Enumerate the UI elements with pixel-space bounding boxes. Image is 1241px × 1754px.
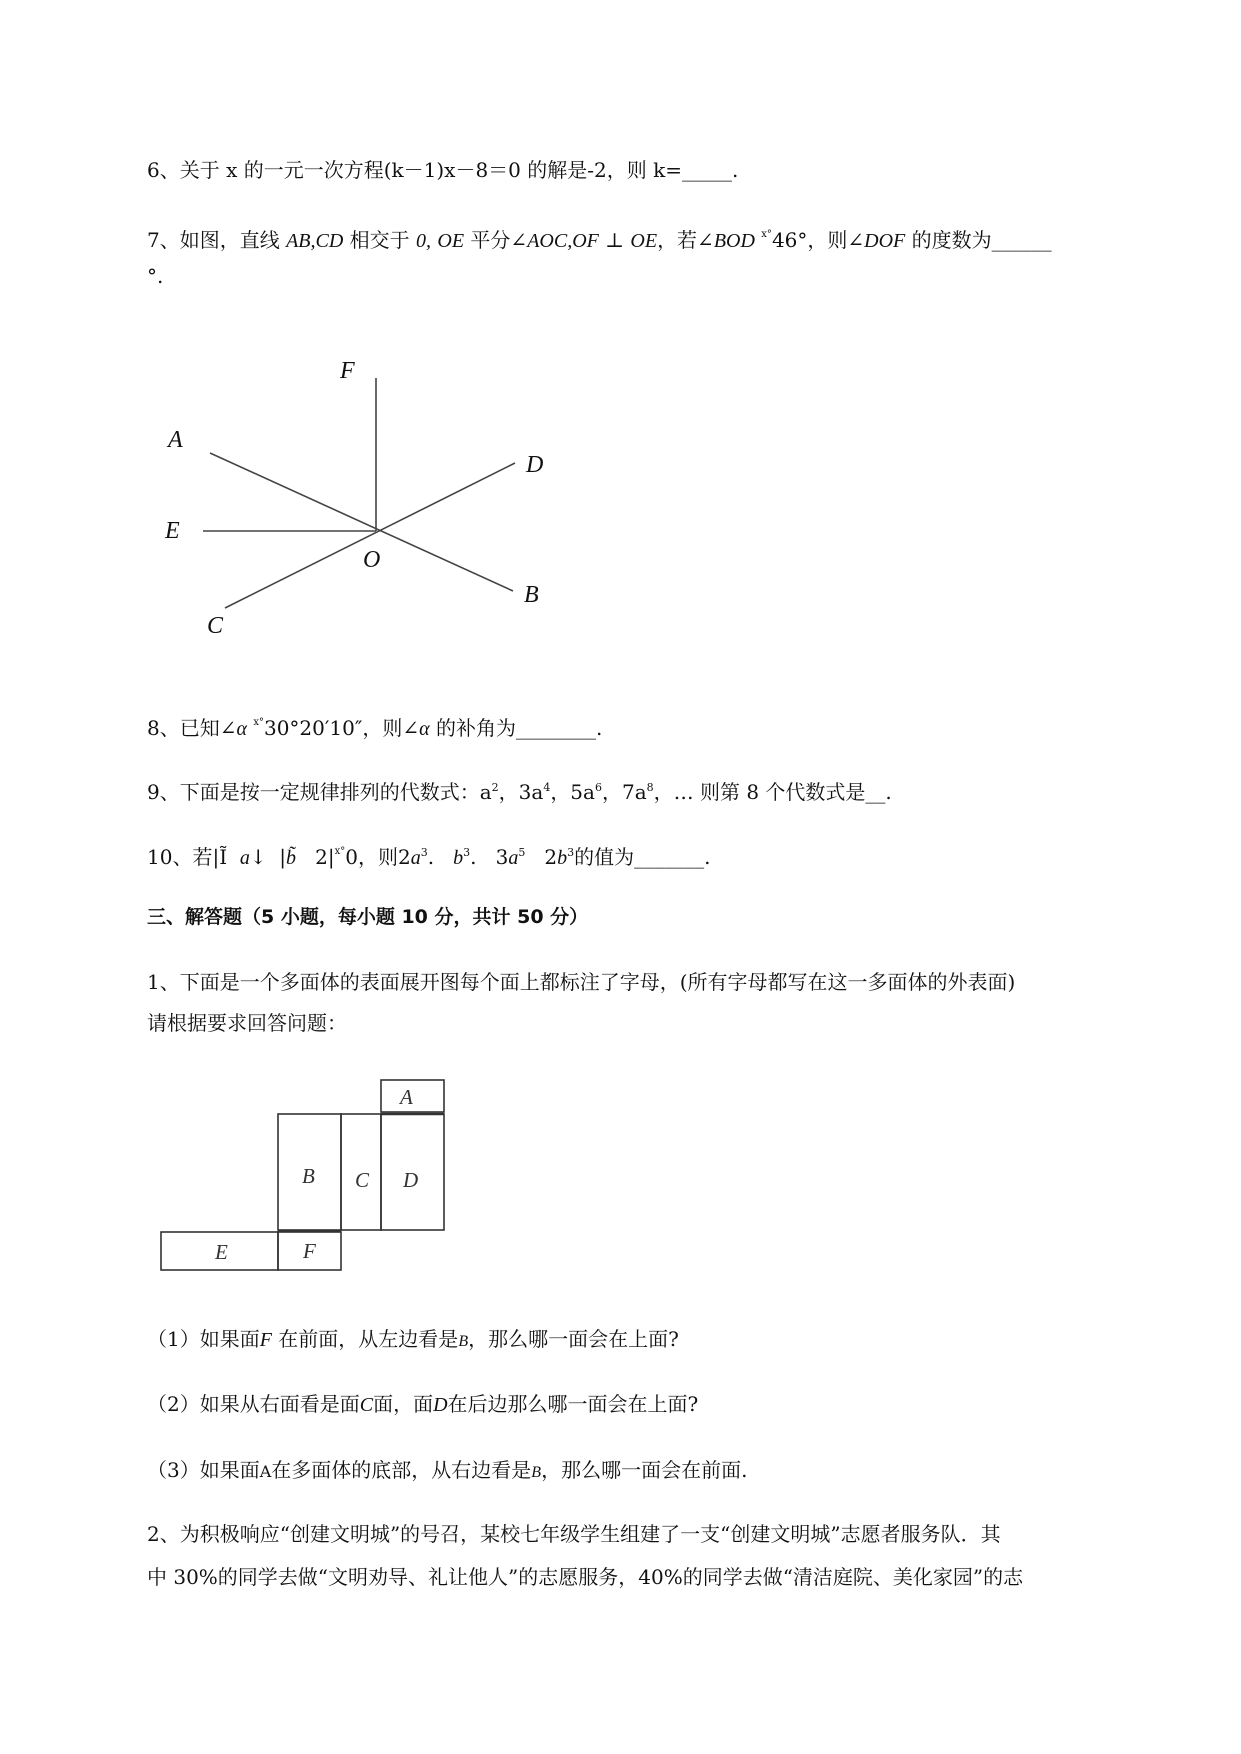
- sub3-text-1: （3）如果面: [147, 1458, 260, 1482]
- q10-math-2: b̃: [286, 847, 297, 869]
- q10-math-5: a: [508, 847, 519, 869]
- q8-glitch: x°: [253, 717, 264, 728]
- sub2-text-2: 面，面: [373, 1392, 434, 1416]
- question-6: [147, 156, 738, 184]
- q10-text-1: 10、若|: [147, 845, 220, 869]
- q9-text-5: ，… 则第 8 个代数式是: [653, 780, 866, 804]
- sub1-text-1: （1）如果面: [147, 1327, 260, 1351]
- q8-math-1: α: [236, 718, 247, 740]
- q10-math-1: a: [239, 847, 250, 869]
- q9-exp-2: 4: [543, 781, 551, 794]
- question-8: [147, 709, 602, 743]
- sub2-text-1: （2）如果从右面看是面: [147, 1392, 360, 1416]
- sub3-text-2: 在多面体的底部，从右边看是: [271, 1458, 532, 1482]
- sub3-text-3: ，那么哪一面会在前面.: [541, 1458, 748, 1482]
- net-label-E: E: [215, 1240, 228, 1264]
- q10-exp-3: 5: [518, 846, 526, 859]
- net-face-B: [278, 1114, 341, 1230]
- q7-glitch: x°: [761, 229, 772, 240]
- problem-1-sub-1: [147, 1325, 679, 1356]
- section-3-heading: 三、解答题（5 小题，每小题 10 分，共计 50 分）: [147, 906, 589, 928]
- label-B: B: [524, 582, 539, 608]
- question-10: [147, 838, 710, 872]
- q7-math-1: AB,CD: [286, 230, 344, 252]
- label-A: A: [168, 427, 183, 453]
- label-F: F: [340, 358, 355, 384]
- line-AB: [210, 453, 513, 591]
- q10-glyph-3: .: [427, 845, 435, 869]
- q10-math-6: b: [557, 847, 568, 869]
- sub2-math-1: C: [359, 1394, 374, 1416]
- q7-text-6: ，若∠: [657, 228, 714, 252]
- net-label-C: C: [355, 1168, 370, 1192]
- net-label-A: A: [400, 1085, 413, 1109]
- q9-text-4: ，7a: [601, 780, 647, 804]
- sub3-math-2: B: [531, 1464, 542, 1481]
- q9-text-3: ，5a: [550, 780, 595, 804]
- q10-text-4: 0，则: [345, 845, 398, 869]
- sub1-math-1: F: [259, 1329, 272, 1351]
- question-7: [147, 221, 1052, 255]
- question-7-blank: ______: [991, 228, 1052, 252]
- question-6-text: 6、关于 x 的一元一次方程(k－1)x－8＝0 的解是-2，则 k=: [147, 158, 682, 182]
- sub3-math-1: A: [259, 1462, 272, 1481]
- problem-1-line-2: 请根据要求回答问题：: [147, 1011, 347, 1035]
- net-face-A: [381, 1080, 444, 1112]
- q8-text-2: 30°20′10″，则∠: [263, 716, 420, 740]
- q8-text-3: 的补角为: [429, 716, 516, 740]
- q7-text-1: 7、如图，直线: [147, 228, 287, 252]
- question-6-blank: _____: [681, 158, 732, 182]
- problem-1-sub-2: [147, 1390, 698, 1419]
- problem-1-sub-3: [147, 1456, 747, 1487]
- q7-math-7: DOF: [864, 230, 906, 252]
- q7-math-5: OE: [630, 230, 658, 252]
- label-O: O: [363, 547, 381, 573]
- label-E: E: [165, 518, 180, 544]
- q10-coef-1: 2: [397, 845, 411, 869]
- label-D: D: [526, 452, 544, 478]
- label-C: C: [207, 613, 224, 639]
- net-face-D: [381, 1114, 444, 1230]
- q9-text-2: ，3a: [498, 780, 544, 804]
- sub2-text-3: 在后边那么哪一面会在上面?: [447, 1392, 699, 1416]
- q10-exp-1: 3: [420, 846, 428, 859]
- q7-math-4: AOC,OF: [527, 230, 599, 252]
- question-8-blank: ________: [515, 716, 596, 740]
- q10-exp-2: 3: [463, 846, 471, 859]
- q10-coef-2: 3: [495, 845, 509, 869]
- q10-exp-4: 3: [567, 846, 575, 859]
- sub2-math-2: D: [433, 1394, 448, 1416]
- question-7-continued: [147, 262, 163, 290]
- q9-exp-4: 8: [646, 781, 654, 794]
- q10-glyph-4: .: [470, 845, 477, 869]
- q7-text-8: 的度数为: [905, 228, 992, 252]
- question-9: [147, 774, 892, 806]
- net-face-C: [341, 1114, 381, 1230]
- q10-math-3: a: [410, 847, 421, 869]
- q8-text-1: 8、已知∠: [147, 716, 237, 740]
- net-face-E: [161, 1232, 278, 1270]
- q7-math-6: BOD: [713, 230, 755, 252]
- q7-text-7: 46°，则∠: [771, 228, 865, 252]
- question-6-suffix: .: [731, 158, 739, 182]
- question-10-blank: _______: [634, 845, 705, 869]
- q7-text-4: 平分∠: [464, 228, 528, 252]
- q7-math-2: 0,: [416, 230, 432, 252]
- q10-glyph-2: ↓: [249, 845, 267, 869]
- net-face-F: [278, 1232, 341, 1270]
- q10-glitch: x°: [334, 846, 346, 857]
- problem-1-line-1: 1、下面是一个多面体的表面展开图每个面上都标注了字母，(所有字母都写在这一多面体的外表面): [147, 970, 1016, 994]
- sub1-text-3: ，那么哪一面会在上面?: [468, 1327, 679, 1351]
- q9-text-1: 9、下面是按一定规律排列的代数式：a: [147, 780, 492, 804]
- q7-text-2: 相交于: [343, 228, 417, 252]
- net-label-F: F: [303, 1239, 316, 1263]
- q8-suffix: .: [595, 716, 603, 740]
- problem-2-line-1: 2、为积极响应“创建文明城”的号召，某校七年级学生组建了一支“创建文明城”志愿者服务队．其: [147, 1522, 1001, 1546]
- q7-math-3: OE: [437, 230, 465, 252]
- q10-suffix: .: [704, 845, 711, 869]
- q10-text-2: |: [279, 845, 287, 869]
- net-label-B: B: [302, 1164, 315, 1188]
- q10-math-4: b: [453, 847, 464, 869]
- question-9-blank: __: [865, 780, 886, 804]
- q10-text-3: 2|: [315, 845, 335, 869]
- q10-text-5: 的值为: [574, 845, 635, 869]
- net-label-D: D: [403, 1168, 419, 1192]
- sub1-math-2: B: [458, 1333, 469, 1350]
- sub1-text-2: 在前面，从左边看是: [271, 1327, 459, 1351]
- problem-2-line-2: 中 30%的同学去做“文明劝导、礼让他人”的志愿服务，40%的同学去做“清洁庭院、美化家园”的志: [147, 1565, 1024, 1589]
- q10-glyph-1: Ĩ: [219, 845, 228, 869]
- q9-exp-3: 6: [594, 781, 602, 794]
- q9-exp-1: 2: [491, 781, 499, 794]
- q7-degree-tail: °.: [147, 264, 164, 288]
- q9-suffix: .: [885, 780, 892, 804]
- line-CD: [225, 463, 515, 608]
- q7-text-5: ⊥: [598, 228, 631, 252]
- q8-math-2: α: [419, 718, 430, 740]
- q10-coef-3: 2: [544, 845, 558, 869]
